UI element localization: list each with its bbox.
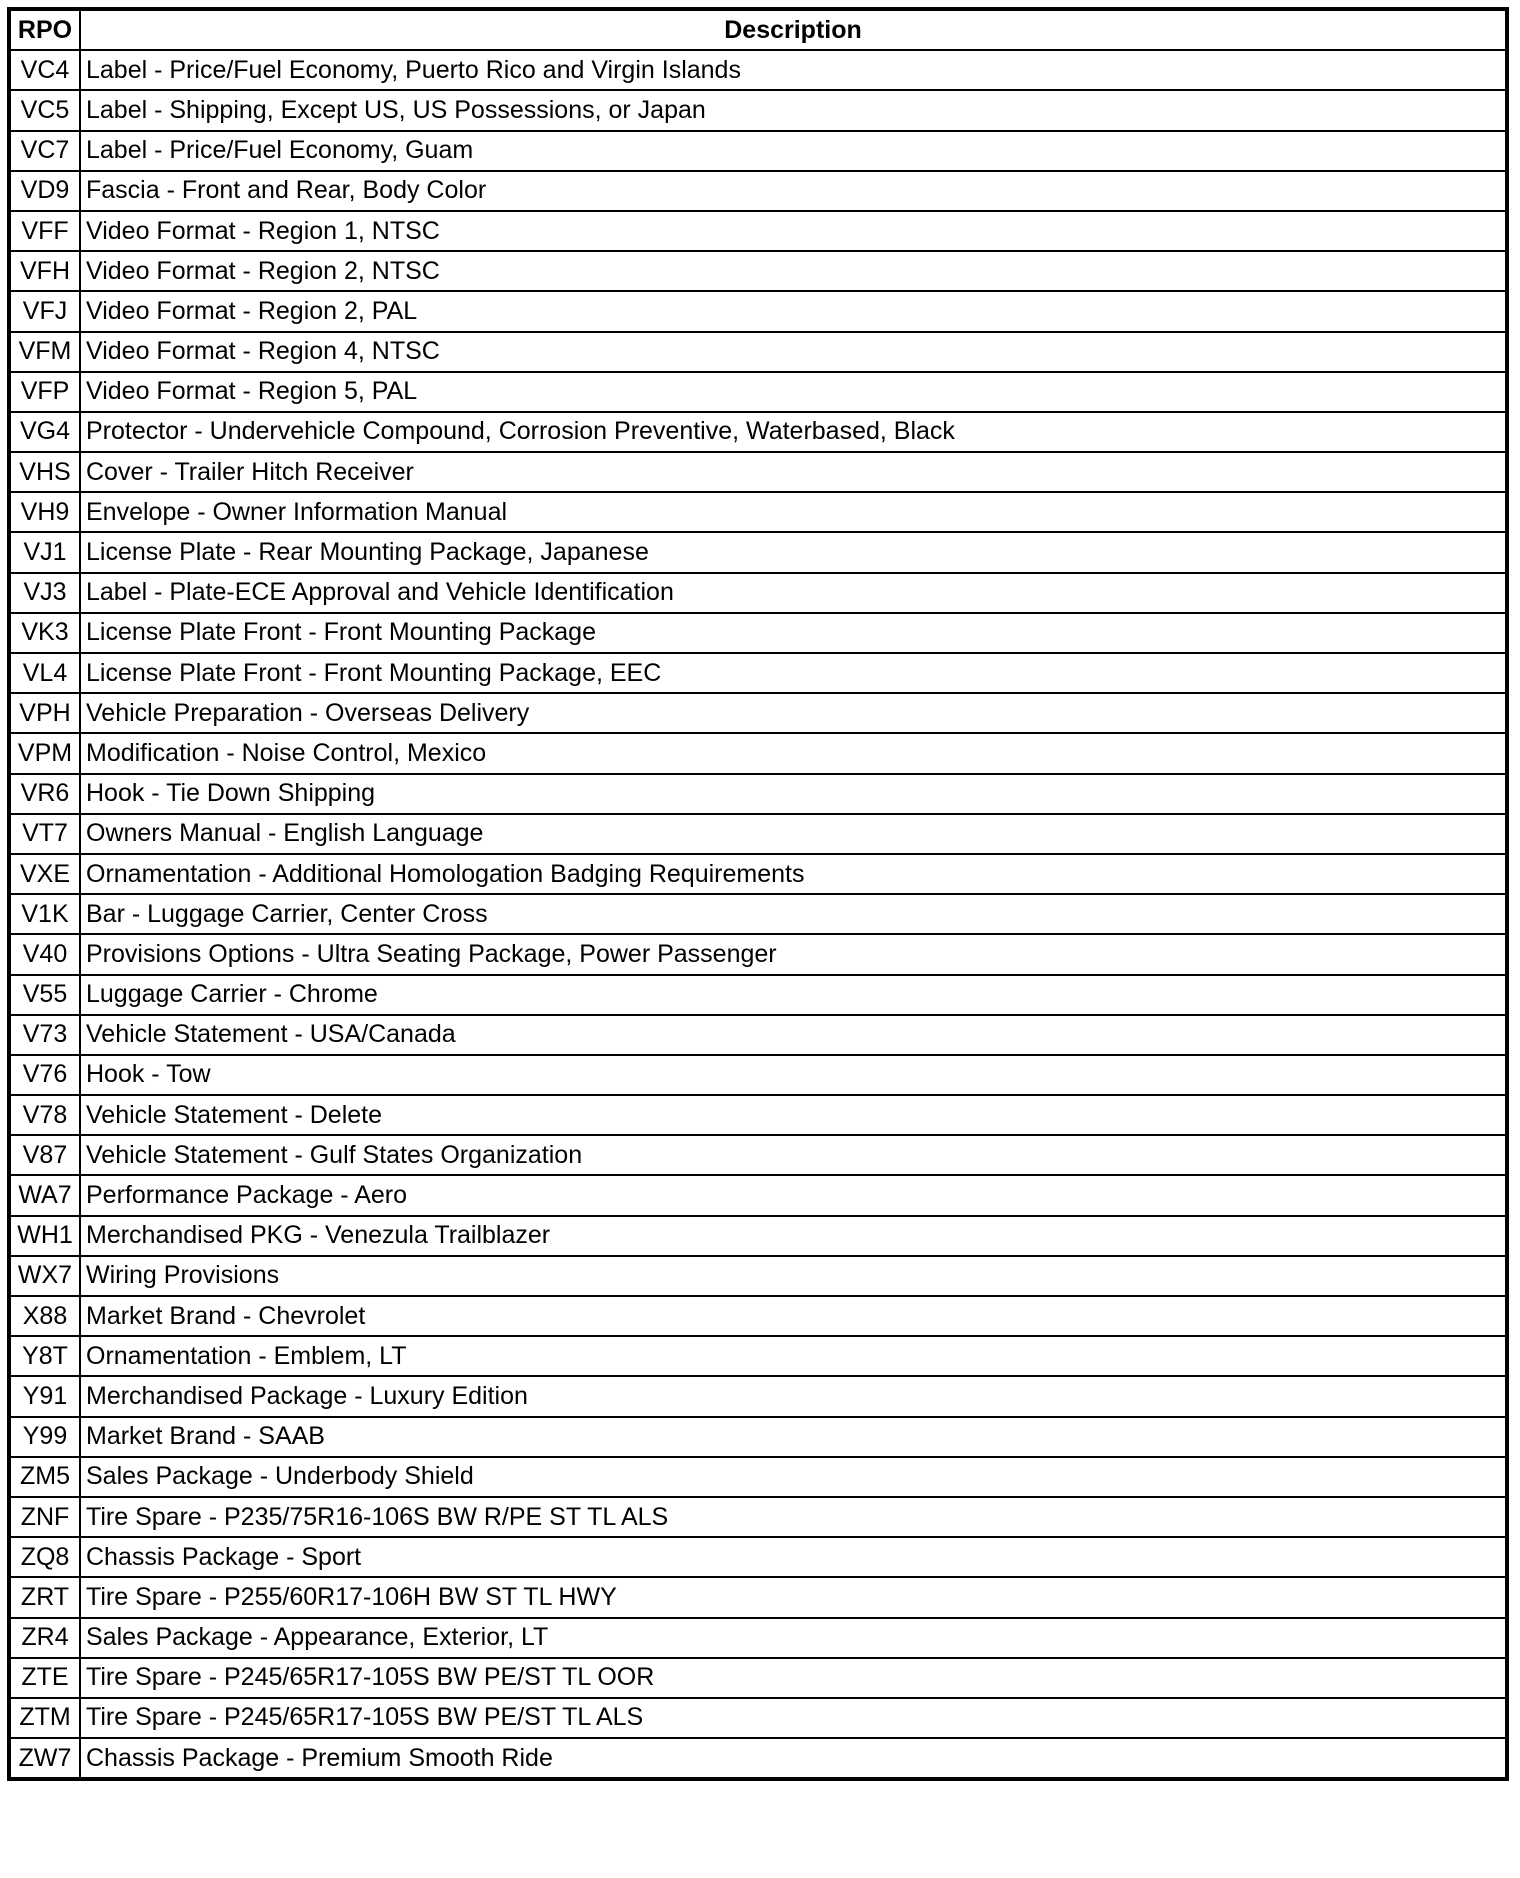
table-row bbox=[9, 1537, 1507, 1577]
description-cell: Fascia - Front and Rear, Body Color bbox=[80, 171, 1507, 211]
table-row bbox=[9, 412, 1507, 452]
description-cell: Market Brand - SAAB bbox=[80, 1417, 1507, 1457]
rpo-code-cell: ZNF bbox=[9, 1497, 80, 1537]
table-row bbox=[9, 1095, 1507, 1135]
table-row bbox=[9, 1336, 1507, 1376]
rpo-code-cell: VFF bbox=[9, 211, 80, 251]
table-row bbox=[9, 1497, 1507, 1537]
rpo-code-cell: V78 bbox=[9, 1095, 80, 1135]
description-cell: Vehicle Statement - Gulf States Organization bbox=[80, 1135, 1507, 1175]
description-cell: Ornamentation - Additional Homologation Badging Requirements bbox=[80, 854, 1507, 894]
rpo-code-cell: VFM bbox=[9, 332, 80, 372]
description-cell: Merchandised Package - Luxury Edition bbox=[80, 1376, 1507, 1416]
table-row bbox=[9, 452, 1507, 492]
description-cell: License Plate - Rear Mounting Package, Japanese bbox=[80, 532, 1507, 572]
description-cell: Sales Package - Underbody Shield bbox=[80, 1457, 1507, 1497]
description-cell: Hook - Tie Down Shipping bbox=[80, 774, 1507, 814]
description-cell: Video Format - Region 4, NTSC bbox=[80, 332, 1507, 372]
table-row bbox=[9, 1296, 1507, 1336]
description-cell: Owners Manual - English Language bbox=[80, 814, 1507, 854]
description-cell: Performance Package - Aero bbox=[80, 1175, 1507, 1215]
header-row bbox=[9, 9, 1507, 50]
rpo-code-cell: VXE bbox=[9, 854, 80, 894]
rpo-code-cell: X88 bbox=[9, 1296, 80, 1336]
description-cell: Chassis Package - Sport bbox=[80, 1537, 1507, 1577]
rpo-code-cell: VFP bbox=[9, 372, 80, 412]
rpo-code-cell: ZTM bbox=[9, 1698, 80, 1738]
rpo-code-cell: VPM bbox=[9, 733, 80, 773]
rpo-code-cell: VR6 bbox=[9, 774, 80, 814]
table-row bbox=[9, 854, 1507, 894]
description-cell: Chassis Package - Premium Smooth Ride bbox=[80, 1738, 1507, 1779]
rpo-code-cell: Y99 bbox=[9, 1417, 80, 1457]
table-row bbox=[9, 1015, 1507, 1055]
table-row bbox=[9, 532, 1507, 572]
description-cell: Vehicle Preparation - Overseas Delivery bbox=[80, 693, 1507, 733]
table-row bbox=[9, 733, 1507, 773]
description-cell: Bar - Luggage Carrier, Center Cross bbox=[80, 894, 1507, 934]
description-cell: Ornamentation - Emblem, LT bbox=[80, 1336, 1507, 1376]
rpo-code-cell: VL4 bbox=[9, 653, 80, 693]
rpo-code-cell: VC4 bbox=[9, 50, 80, 90]
description-cell: Label - Price/Fuel Economy, Puerto Rico and Virgin Islands bbox=[80, 50, 1507, 90]
description-cell: Protector - Undervehicle Compound, Corrosion Preventive, Waterbased, Black bbox=[80, 412, 1507, 452]
description-cell: Cover - Trailer Hitch Receiver bbox=[80, 452, 1507, 492]
table-row bbox=[9, 1216, 1507, 1256]
rpo-code-cell: WH1 bbox=[9, 1216, 80, 1256]
table-row bbox=[9, 1658, 1507, 1698]
table-body bbox=[9, 50, 1507, 1779]
table-row bbox=[9, 372, 1507, 412]
rpo-code-cell: VG4 bbox=[9, 412, 80, 452]
rpo-code-cell: VHS bbox=[9, 452, 80, 492]
rpo-code-cell: ZM5 bbox=[9, 1457, 80, 1497]
description-cell: Vehicle Statement - USA/Canada bbox=[80, 1015, 1507, 1055]
description-cell: Modification - Noise Control, Mexico bbox=[80, 733, 1507, 773]
table-row bbox=[9, 291, 1507, 331]
description-cell: Luggage Carrier - Chrome bbox=[80, 975, 1507, 1015]
table-row bbox=[9, 251, 1507, 291]
table-row bbox=[9, 1577, 1507, 1617]
table-row bbox=[9, 1256, 1507, 1296]
description-cell: Sales Package - Appearance, Exterior, LT bbox=[80, 1618, 1507, 1658]
description-cell: Label - Price/Fuel Economy, Guam bbox=[80, 131, 1507, 171]
description-cell: License Plate Front - Front Mounting Package, EEC bbox=[80, 653, 1507, 693]
rpo-code-cell: V76 bbox=[9, 1055, 80, 1095]
description-cell: Tire Spare - P255/60R17-106H BW ST TL HWY bbox=[80, 1577, 1507, 1617]
table-row bbox=[9, 1417, 1507, 1457]
rpo-code-cell: VFH bbox=[9, 251, 80, 291]
table-row bbox=[9, 1698, 1507, 1738]
description-cell: Provisions Options - Ultra Seating Package, Power Passenger bbox=[80, 934, 1507, 974]
rpo-code-cell: ZW7 bbox=[9, 1738, 80, 1779]
description-cell: Video Format - Region 5, PAL bbox=[80, 372, 1507, 412]
table-row bbox=[9, 131, 1507, 171]
rpo-code-cell: VD9 bbox=[9, 171, 80, 211]
rpo-code-cell: VJ1 bbox=[9, 532, 80, 572]
table-row bbox=[9, 1175, 1507, 1215]
table-row bbox=[9, 613, 1507, 653]
rpo-table bbox=[7, 7, 1509, 1781]
description-cell: License Plate Front - Front Mounting Package bbox=[80, 613, 1507, 653]
rpo-code-cell: V73 bbox=[9, 1015, 80, 1055]
table-row bbox=[9, 1618, 1507, 1658]
rpo-code-cell: VT7 bbox=[9, 814, 80, 854]
rpo-code-cell: V40 bbox=[9, 934, 80, 974]
table-row bbox=[9, 934, 1507, 974]
description-cell: Market Brand - Chevrolet bbox=[80, 1296, 1507, 1336]
table-row bbox=[9, 171, 1507, 211]
description-cell: Tire Spare - P245/65R17-105S BW PE/ST TL OOR bbox=[80, 1658, 1507, 1698]
rpo-code-cell: VH9 bbox=[9, 492, 80, 532]
rpo-code-cell: VPH bbox=[9, 693, 80, 733]
rpo-code-cell: WA7 bbox=[9, 1175, 80, 1215]
table-row bbox=[9, 653, 1507, 693]
rpo-code-cell: VK3 bbox=[9, 613, 80, 653]
rpo-code-cell: V87 bbox=[9, 1135, 80, 1175]
table-row bbox=[9, 332, 1507, 372]
rpo-code-cell: Y91 bbox=[9, 1376, 80, 1416]
table-row bbox=[9, 50, 1507, 90]
description-cell: Video Format - Region 2, PAL bbox=[80, 291, 1507, 331]
table-row bbox=[9, 90, 1507, 130]
table-row bbox=[9, 1376, 1507, 1416]
table-row bbox=[9, 975, 1507, 1015]
description-cell: Video Format - Region 2, NTSC bbox=[80, 251, 1507, 291]
description-cell: Merchandised PKG - Venezula Trailblazer bbox=[80, 1216, 1507, 1256]
rpo-code-cell: V1K bbox=[9, 894, 80, 934]
rpo-code-cell: WX7 bbox=[9, 1256, 80, 1296]
description-cell: Wiring Provisions bbox=[80, 1256, 1507, 1296]
rpo-code-cell: Y8T bbox=[9, 1336, 80, 1376]
table-row bbox=[9, 774, 1507, 814]
table-row bbox=[9, 1055, 1507, 1095]
description-cell: Hook - Tow bbox=[80, 1055, 1507, 1095]
description-column-header: Description bbox=[80, 9, 1507, 50]
rpo-code-cell: VC5 bbox=[9, 90, 80, 130]
table-row bbox=[9, 211, 1507, 251]
rpo-code-cell: VC7 bbox=[9, 131, 80, 171]
table-row bbox=[9, 894, 1507, 934]
table-header bbox=[9, 9, 1507, 50]
table-row bbox=[9, 1457, 1507, 1497]
description-cell: Label - Plate-ECE Approval and Vehicle Identification bbox=[80, 573, 1507, 613]
rpo-code-cell: ZQ8 bbox=[9, 1537, 80, 1577]
description-cell: Tire Spare - P245/65R17-105S BW PE/ST TL ALS bbox=[80, 1698, 1507, 1738]
description-cell: Vehicle Statement - Delete bbox=[80, 1095, 1507, 1135]
rpo-code-cell: ZTE bbox=[9, 1658, 80, 1698]
description-cell: Label - Shipping, Except US, US Possessions, or Japan bbox=[80, 90, 1507, 130]
table-row bbox=[9, 573, 1507, 613]
rpo-column-header: RPO bbox=[9, 9, 80, 50]
table-row bbox=[9, 1738, 1507, 1779]
rpo-code-cell: V55 bbox=[9, 975, 80, 1015]
description-cell: Envelope - Owner Information Manual bbox=[80, 492, 1507, 532]
description-cell: Video Format - Region 1, NTSC bbox=[80, 211, 1507, 251]
rpo-code-cell: VJ3 bbox=[9, 573, 80, 613]
table-row bbox=[9, 1135, 1507, 1175]
rpo-code-cell: ZR4 bbox=[9, 1618, 80, 1658]
table-row bbox=[9, 693, 1507, 733]
rpo-code-cell: VFJ bbox=[9, 291, 80, 331]
table-row bbox=[9, 814, 1507, 854]
table-row bbox=[9, 492, 1507, 532]
description-cell: Tire Spare - P235/75R16-106S BW R/PE ST TL ALS bbox=[80, 1497, 1507, 1537]
rpo-code-cell: ZRT bbox=[9, 1577, 80, 1617]
